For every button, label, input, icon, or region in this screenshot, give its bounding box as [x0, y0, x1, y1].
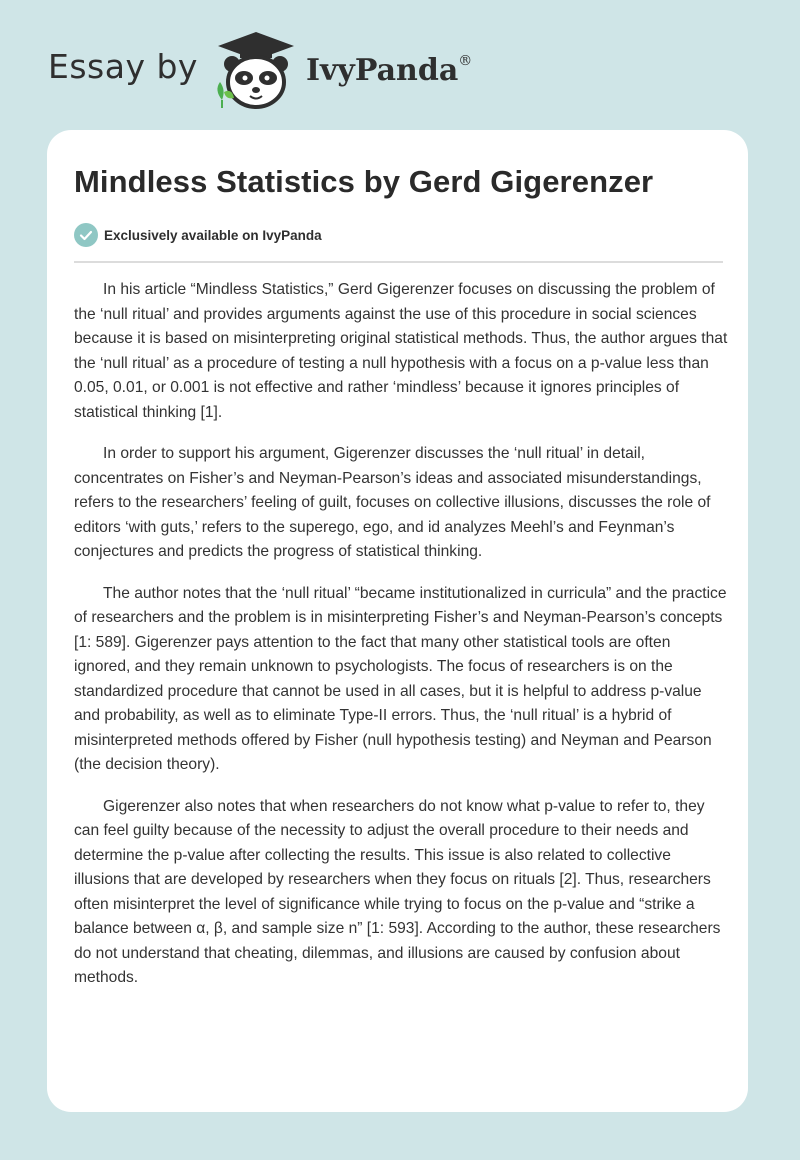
- exclusive-badge: [74, 222, 322, 248]
- brand-name: IvyPanda®: [305, 52, 473, 88]
- title-divider: [74, 261, 723, 263]
- article-card: [47, 130, 748, 1112]
- paragraph: Gigerenzer also notes that when researchers do not know what p-value to refer to, they can feel guilty because of the necessity to adjust the overall procedure to their needs and determine the p-value after collecting the results. This issue is also related to collective illusions that are developed by researchers when they focus on rituals [2]. Thus, researchers often misinterpret the level of significance while trying to focus on the p-value and “strike a balance between α, β, and sample size n” [1: 593]. According to the author, these researchers do not understand that cheating, dilemmas, and illusions are caused by confusion about methods.: [74, 797, 721, 986]
- paragraph: In his article “Mindless Statistics,” Gerd Gigerenzer focuses on discussing the problem of the ‘null ritual’ and provides arguments against the use of this procedure in social sciences because it is based on misinterpreting original statistical methods. Thus, the author argues that the ‘null ritual’ as a procedure of testing a null hypothesis with a focus on a p-value less than 0.05, 0.01, or 0.001 is not effective and rather ‘mindless’ because it ignores principles of statistical thinking [1].: [74, 281, 728, 421]
- trademark-symbol: ®: [458, 52, 473, 69]
- article-body: [74, 278, 729, 1008]
- check-circle-icon: [74, 223, 98, 247]
- ivypanda-logo-icon: [212, 30, 300, 110]
- paragraph: In order to support his argument, Gigerenzer discusses the ‘null ritual’ in detail, concentrates on Fisher’s and Neyman-Pearson’s ideas and associated misunderstandings, refers to the researchers’ feeling of guilt, focuses on collective illusions, discusses the role of editors ‘with guts,’ refers to the superego, ego, and id analyzes Meehl’s and Feynman’s conjectures and predicts the progress of statistical thinking.: [74, 445, 711, 560]
- brand-prefix: Essay by: [48, 46, 198, 86]
- article-title: Mindless Statistics by Gerd Gigerenzer: [74, 164, 654, 199]
- site-header-logo[interactable]: [48, 30, 472, 110]
- exclusive-badge-text: Exclusively available on IvyPanda: [104, 227, 322, 243]
- paragraph: The author notes that the ‘null ritual’ “became institutionalized in curricula” and the practice of researchers and the problem is in misinterpreting Fisher’s and Neyman-Pearson’s concepts [1: 589]. Gigerenzer pays attention to the fact that many other statistical tools are often ignored, and they remain unknown to psychologists. The focus of researchers is on the standardized procedure that cannot be used in all cases, but it is helpful to address p-value and probability, as well as to eliminate Type-II errors. Thus, the ‘null ritual’ is a hybrid of misinterpreted methods offered by Fisher (null hypothesis testing) and Neyman and Pearson (the decision theory).: [74, 584, 727, 773]
